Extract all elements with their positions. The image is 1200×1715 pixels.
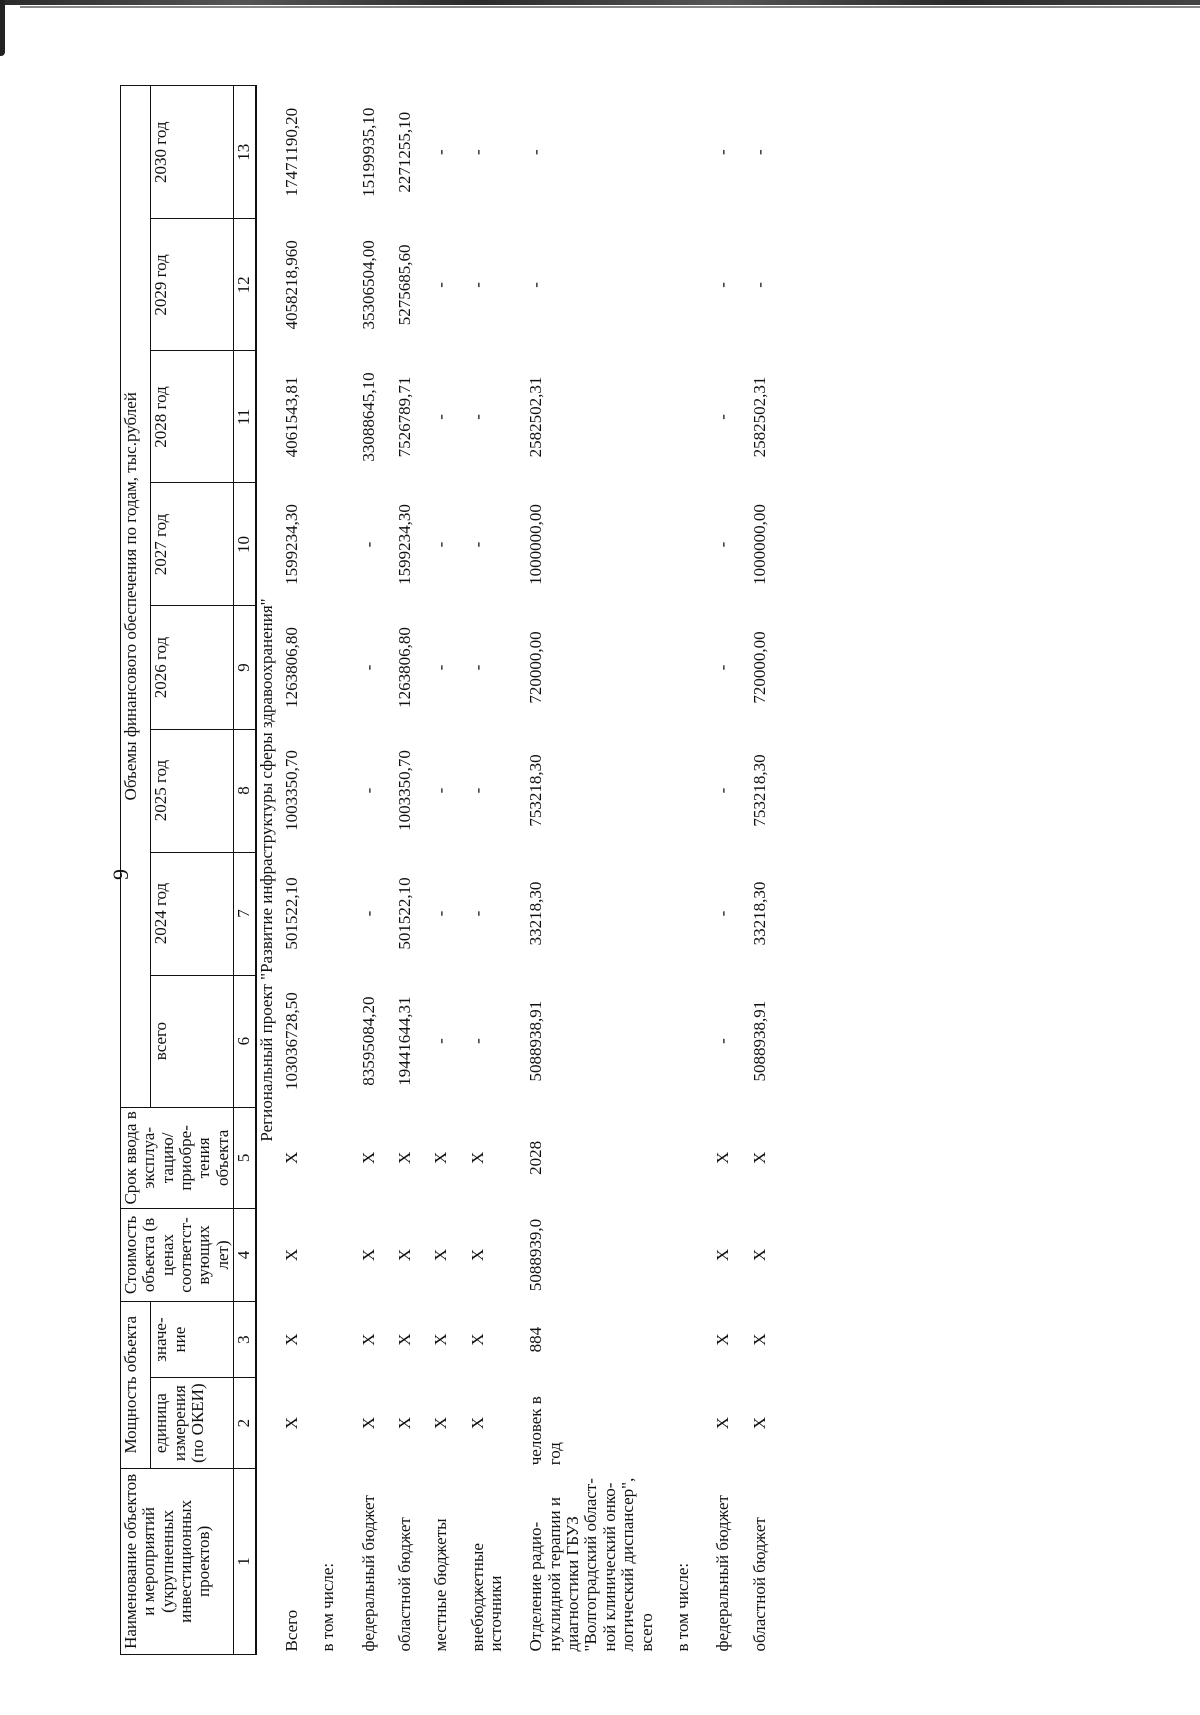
table-cell: - [467,282,487,288]
scan-border-top [0,0,1200,5]
column-number: 6 [234,975,256,1107]
table-cell: X [749,1151,769,1165]
table-cell: X [431,1416,451,1430]
column-number: 9 [234,606,256,729]
table-cell: 33218,30 [749,881,769,946]
scan-border-line [20,6,1200,8]
table-cell [660,1301,696,1378]
table-cell: - [713,1038,733,1044]
table-header [121,86,256,1655]
row-including [660,86,696,1655]
table-cell: - [467,787,487,794]
table-cell: - [431,149,451,156]
table-cell [305,606,341,729]
row-label: Всего [281,1609,301,1652]
row-label: местные бюджеты [431,1518,451,1652]
table-cell: - [467,541,487,548]
table-cell: X [749,1333,769,1346]
header-year: 2025 год [151,729,234,852]
table-cell: 33218,30 [526,881,546,946]
table-cell: - [526,149,546,156]
table-cell: 5088938,91 [749,1000,769,1082]
column-number-row [234,86,256,1655]
table-cell: 4058218,960 [281,240,301,330]
scan-edge-left [0,0,5,56]
funding-table [120,85,773,1655]
table-cell: - [431,282,451,288]
row-federal [342,86,382,1655]
page-number: 9 [108,869,133,880]
table-body [256,86,773,1655]
table-cell [660,606,696,729]
table-cell: - [713,414,733,420]
table-cell: 17471190,20 [281,107,301,197]
column-number: 2 [234,1378,256,1468]
row-total [277,86,305,1655]
row-label: внебюджетные источники [467,1543,506,1652]
row-federal [696,86,736,1655]
row-label: областной бюджет [749,1517,769,1652]
table-cell: X [713,1416,733,1430]
header-funding-group: Объемы финансового обеспечения по годам, тыс.рублей [121,86,151,1108]
column-number: 8 [234,729,256,852]
table-cell: - [431,787,451,794]
row-including [305,86,341,1655]
table-cell: X [431,1248,451,1262]
table-cell: X [394,1333,414,1346]
table-cell: 5088939,0 [526,1218,546,1292]
table-cell: - [713,541,733,548]
table-cell: X [394,1248,414,1262]
table-cell: X [431,1151,451,1165]
row-offbudget [455,86,510,1655]
table-cell: 1000000,00 [749,504,769,585]
table-cell: - [713,787,733,794]
row-label: федеральный бюджет [713,1495,733,1652]
table-cell [660,1107,696,1209]
table-cell: - [431,1038,451,1044]
table-cell [305,729,341,852]
table-cell: - [358,664,378,671]
header-year: 2028 год [151,351,234,483]
table-cell: 753218,30 [526,754,546,827]
table-cell [660,219,696,351]
table-cell: 2271255,10 [394,111,414,193]
row-label: Отделение радио- нуклидной терапии и диагностики ГБУЗ "Волгоградский област- ной клинический онко- логический диспансер", всего [526,1477,656,1652]
table-cell: X [749,1248,769,1262]
table-cell: 103036728,50 [281,992,301,1090]
table-cell: X [467,1151,487,1165]
table-cell: - [749,149,769,156]
table-cell [660,729,696,852]
table-cell [660,852,696,975]
table-cell: 501522,10 [394,877,414,950]
table-cell [305,1378,341,1468]
column-number: 7 [234,852,256,975]
table-cell: 1263806,80 [394,627,414,708]
table-cell: X [358,1416,378,1430]
table-cell: - [467,910,487,917]
row-local [418,86,454,1655]
table-cell: - [467,414,487,420]
table-cell: - [526,282,546,288]
table-cell [660,975,696,1107]
column-number: 4 [234,1209,256,1302]
table-cell: 2582502,31 [749,376,769,458]
row-label: в том числе: [318,1562,338,1652]
table-cell: X [749,1416,769,1430]
table-cell: 2028 [526,1140,546,1175]
table-cell: X [713,1333,733,1346]
table-cell [660,1209,696,1302]
table-cell [660,483,696,606]
row-regional [382,86,418,1655]
table-cell: X [713,1248,733,1262]
table-cell: X [281,1151,301,1165]
table-cell: - [431,664,451,671]
column-number: 11 [234,351,256,483]
column-number: 12 [234,219,256,351]
table-cell: 1003350,70 [394,750,414,831]
row-label: областной бюджет [394,1517,414,1652]
table-cell: - [431,910,451,917]
header-year: 2024 год [151,852,234,975]
table-cell: 1599234,30 [281,504,301,585]
header-deadline: Срок ввода в эксплуа- тацию/ приобре- тения объекта [121,1107,234,1209]
header-year: 2026 год [151,606,234,729]
table-cell: 720000,00 [526,631,546,704]
table-cell [305,1301,341,1378]
table-cell: 1003350,70 [281,750,301,831]
table-cell [660,1378,696,1468]
table-cell: - [713,910,733,917]
table-cell: X [467,1333,487,1346]
table-cell: 2582502,31 [526,376,546,458]
table-cell: X [713,1151,733,1165]
table-cell [305,86,341,219]
table-cell: X [358,1151,378,1165]
table-cell: 1000000,00 [526,504,546,585]
table-cell [305,852,341,975]
table-cell: - [431,414,451,420]
table-cell: 720000,00 [749,631,769,704]
row-oncology-department [509,86,660,1655]
rotated-page-content [120,85,773,1655]
table-cell: человек в год [526,1396,564,1466]
table-cell: X [467,1416,487,1430]
table-cell [305,1107,341,1209]
column-number: 10 [234,483,256,606]
table-cell: - [431,541,451,548]
table-cell: - [749,282,769,288]
table-cell: - [358,787,378,794]
column-number: 1 [234,1468,256,1654]
table-cell: X [281,1248,301,1262]
table-cell: X [431,1333,451,1346]
row-regional [737,86,773,1655]
table-cell: X [281,1333,301,1346]
table-cell: 501522,10 [281,877,301,950]
table-cell: X [358,1333,378,1346]
table-cell: - [467,664,487,671]
table-cell [305,483,341,606]
table-cell: - [358,541,378,548]
table-cell: X [467,1248,487,1262]
table-cell: 35306504,00 [358,240,378,330]
table-cell: - [713,282,733,288]
header-object-name: Наименование объектов и мероприятий (укрупненных инвестиционных проектов) [121,1468,234,1654]
table-cell [305,1209,341,1302]
table-cell: 5088938,91 [526,1000,546,1082]
table-cell: - [713,149,733,156]
header-year: 2029 год [151,219,234,351]
header-capacity-group: Мощность объекта [121,1301,151,1468]
table-cell: 15199935,10 [358,107,378,197]
table-cell: X [281,1416,301,1430]
table-cell: - [358,910,378,917]
table-cell: 1599234,30 [394,504,414,585]
section-title: Региональный проект "Развитие инфраструктуры сферы здравоохранения" [256,598,276,1142]
table-cell: 5275685,60 [394,244,414,326]
row-label: в том числе: [672,1562,692,1652]
table-cell: X [394,1151,414,1165]
row-label: федеральный бюджет [358,1495,378,1652]
column-number: 3 [234,1301,256,1378]
table-cell: 1263806,80 [281,627,301,708]
header-total: всего [151,975,234,1107]
table-cell [660,86,696,219]
table-cell: X [358,1248,378,1262]
header-year: 2030 год [151,86,234,219]
table-cell: X [394,1416,414,1430]
table-cell: 19441644,31 [394,996,414,1086]
table-cell [305,975,341,1107]
column-number: 5 [234,1107,256,1209]
table-cell: 884 [526,1326,546,1353]
table-cell: 753218,30 [749,754,769,827]
table-cell: 7526789,71 [394,376,414,458]
header-year: 2027 год [151,483,234,606]
table-cell: - [713,664,733,671]
table-cell: - [467,149,487,156]
table-cell: 83595084,20 [358,996,378,1086]
table-cell: 33088645,10 [358,372,378,462]
table-cell: 4061543,81 [281,376,301,458]
table-cell [305,219,341,351]
header-cost: Стоимость объекта (в ценах соответст- вующих лет) [121,1209,234,1302]
column-number: 13 [234,86,256,219]
header-capacity-value: значе- ние [151,1301,234,1378]
table-cell [660,351,696,483]
table-cell [305,351,341,483]
table-cell: - [467,1038,487,1044]
header-capacity-unit: единица измерения (по ОКЕИ) [151,1378,234,1468]
